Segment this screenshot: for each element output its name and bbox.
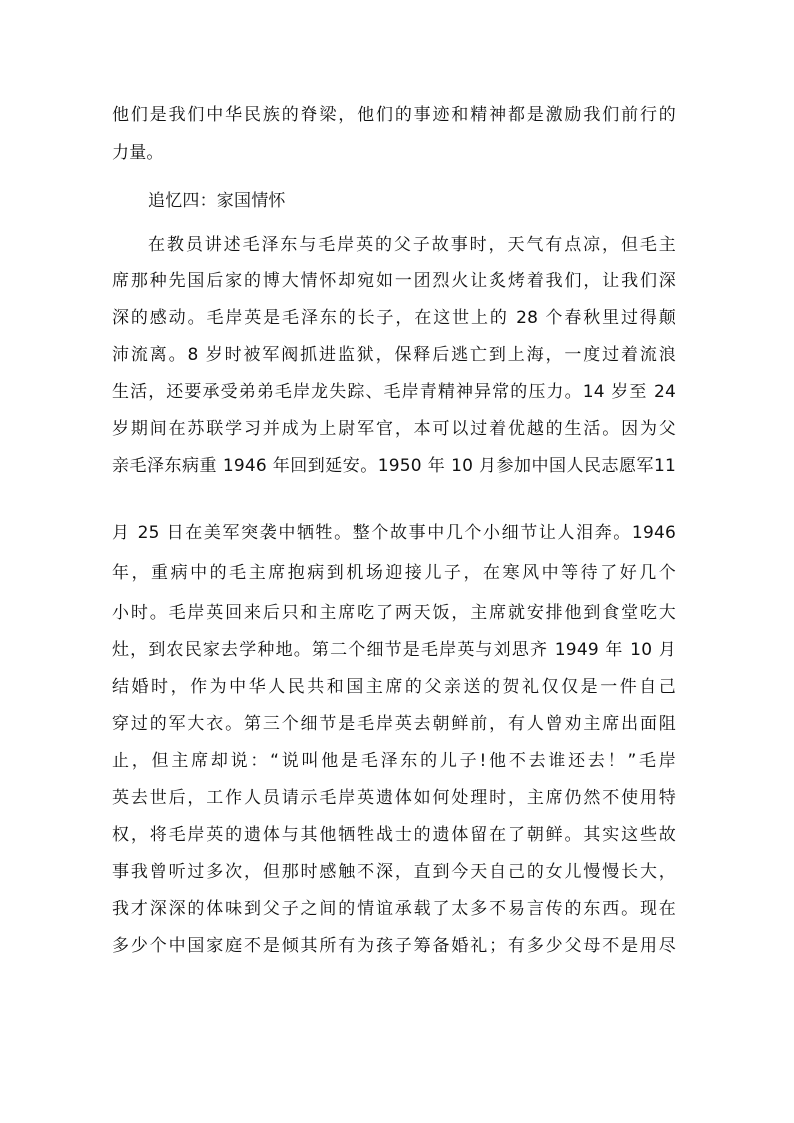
- text-line: 灶，到农民家去学种地。第二个细节是毛岸英与刘思齐 1949 年 10 月: [112, 640, 676, 660]
- text-line: 亲毛泽东病重 1946 年回到延安。1950 年 10 月参加中国人民志愿军11: [112, 456, 676, 476]
- text-line: 他们是我们中华民族的脊梁，他们的事迹和精神都是激励我们前行的: [112, 105, 676, 125]
- text-line: 沛流离。8 岁时被军阀抓进监狱，保释后逃亡到上海，一度过着流浪: [112, 345, 676, 365]
- text-line: 穿过的军大衣。第三个细节是毛岸英去朝鲜前，有人曾劝主席出面阻: [112, 714, 676, 734]
- text-line: 在教员讲述毛泽东与毛岸英的父子故事时，天气有点凉，但毛主: [148, 235, 676, 255]
- text-line: 我才深深的体味到父子之间的情谊承载了太多不易言传的东西。现在: [112, 899, 676, 919]
- text-line: 力量。: [112, 143, 164, 163]
- text-line: 事我曾听过多次，但那时感触不深，直到今天自己的女儿慢慢长大，: [112, 862, 676, 882]
- text-line: 英去世后，工作人员请示毛岸英遗体如何处理时，主席仍然不使用特: [112, 788, 676, 808]
- text-line: 多少个中国家庭不是倾其所有为孩子筹备婚礼；有多少父母不是用尽: [112, 936, 676, 956]
- section-heading: 追忆四：家国情怀: [148, 191, 286, 211]
- text-line: 权，将毛岸英的遗体与其他牺牲战士的遗体留在了朝鲜。其实这些故: [112, 825, 676, 845]
- text-line: 结婚时，作为中华人民共和国主席的父亲送的贺礼仅仅是一件自己: [112, 677, 676, 697]
- text-line: 岁期间在苏联学习并成为上尉军官，本可以过着优越的生活。因为父: [112, 419, 676, 439]
- text-line: 止，但主席却说：“说叫他是毛泽东的儿子!他不去谁还去！”毛岸: [112, 751, 676, 771]
- text-line: 小时。毛岸英回来后只和主席吃了两天饭，主席就安排他到食堂吃大: [112, 603, 676, 623]
- text-line: 月 25 日在美军突袭中牺牲。整个故事中几个小细节让人泪奔。1946: [112, 523, 676, 543]
- text-line: 年，重病中的毛主席抱病到机场迎接儿子，在寒风中等待了好几个: [112, 563, 676, 583]
- text-line: 生活，还要承受弟弟毛岸龙失踪、毛岸青精神异常的压力。14 岁至 24: [112, 382, 676, 402]
- text-line: 席那种先国后家的博大情怀却宛如一团烈火让炙烤着我们，让我们深: [112, 271, 676, 291]
- text-line: 深的感动。毛岸英是毛泽东的长子，在这世上的 28 个春秋里过得颠: [112, 308, 676, 328]
